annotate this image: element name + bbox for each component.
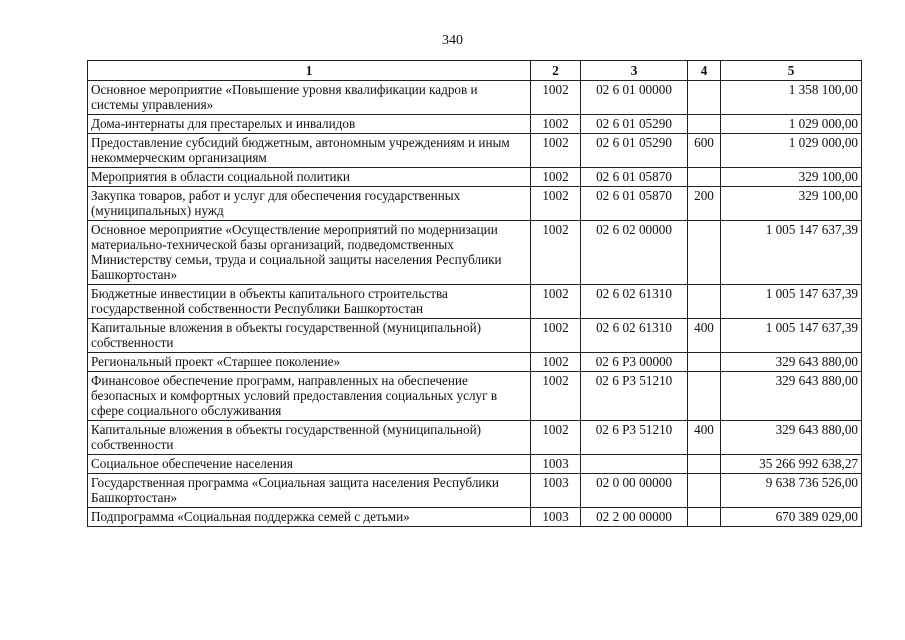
header-cell-csr: 3 bbox=[581, 61, 688, 81]
table-row bbox=[88, 285, 862, 319]
cell-name: Бюджетные инвестиции в объекты капитального строительства государственной собственности Республики Башкортостан bbox=[88, 285, 531, 319]
cell-section: 1002 bbox=[531, 319, 581, 353]
table-row bbox=[88, 474, 862, 508]
cell-vr: 400 bbox=[688, 421, 721, 455]
cell-vr bbox=[688, 474, 721, 508]
cell-name: Капитальные вложения в объекты государственной (муниципальной) собственности bbox=[88, 421, 531, 455]
cell-section: 1002 bbox=[531, 134, 581, 168]
table-row bbox=[88, 187, 862, 221]
cell-vr bbox=[688, 221, 721, 285]
cell-name: Финансовое обеспечение программ, направленных на обеспечение безопасных и комфортных условий предоставления социальных услуг в сфере социального обслуживания bbox=[88, 372, 531, 421]
cell-vr: 200 bbox=[688, 187, 721, 221]
cell-name: Основное мероприятие «Осуществление мероприятий по модернизации материально-технической базы организаций, подведомственных Министерству семьи, труда и социальной защиты населения Республики Башкортостан» bbox=[88, 221, 531, 285]
cell-csr: 02 6 02 61310 bbox=[581, 285, 688, 319]
cell-name: Капитальные вложения в объекты государственной (муниципальной) собственности bbox=[88, 319, 531, 353]
budget-table bbox=[87, 60, 862, 527]
cell-sum: 670 389 029,00 bbox=[721, 508, 862, 527]
cell-sum: 1 029 000,00 bbox=[721, 115, 862, 134]
table-row bbox=[88, 421, 862, 455]
cell-csr: 02 6 02 00000 bbox=[581, 221, 688, 285]
cell-vr bbox=[688, 508, 721, 527]
cell-csr: 02 6 P3 00000 bbox=[581, 353, 688, 372]
cell-sum: 1 005 147 637,39 bbox=[721, 285, 862, 319]
cell-sum: 1 358 100,00 bbox=[721, 81, 862, 115]
cell-name: Государственная программа «Социальная защита населения Республики Башкортостан» bbox=[88, 474, 531, 508]
cell-section: 1003 bbox=[531, 508, 581, 527]
cell-vr: 400 bbox=[688, 319, 721, 353]
cell-name: Подпрограмма «Социальная поддержка семей с детьми» bbox=[88, 508, 531, 527]
cell-section: 1002 bbox=[531, 285, 581, 319]
table-row bbox=[88, 134, 862, 168]
cell-section: 1002 bbox=[531, 168, 581, 187]
header-cell-sum: 5 bbox=[721, 61, 862, 81]
table-row bbox=[88, 508, 862, 527]
cell-sum: 9 638 736 526,00 bbox=[721, 474, 862, 508]
table-row bbox=[88, 319, 862, 353]
cell-sum: 1 029 000,00 bbox=[721, 134, 862, 168]
cell-section: 1002 bbox=[531, 187, 581, 221]
cell-vr bbox=[688, 455, 721, 474]
table-row bbox=[88, 168, 862, 187]
table-row bbox=[88, 81, 862, 115]
cell-name: Основное мероприятие «Повышение уровня квалификации кадров и системы управления» bbox=[88, 81, 531, 115]
cell-section: 1002 bbox=[531, 421, 581, 455]
cell-section: 1002 bbox=[531, 115, 581, 134]
header-cell-section: 2 bbox=[531, 61, 581, 81]
cell-csr: 02 2 00 00000 bbox=[581, 508, 688, 527]
cell-sum: 329 643 880,00 bbox=[721, 353, 862, 372]
cell-sum: 35 266 992 638,27 bbox=[721, 455, 862, 474]
header-cell-vr: 4 bbox=[688, 61, 721, 81]
cell-name: Закупка товаров, работ и услуг для обеспечения государственных (муниципальных) нужд bbox=[88, 187, 531, 221]
cell-name: Предоставление субсидий бюджетным, автономным учреждениям и иным некоммерческим организациям bbox=[88, 134, 531, 168]
cell-vr bbox=[688, 372, 721, 421]
cell-csr: 02 6 P3 51210 bbox=[581, 421, 688, 455]
cell-vr bbox=[688, 168, 721, 187]
header-row bbox=[88, 61, 862, 81]
table-row bbox=[88, 455, 862, 474]
cell-section: 1002 bbox=[531, 353, 581, 372]
cell-sum: 329 100,00 bbox=[721, 168, 862, 187]
table-row bbox=[88, 372, 862, 421]
cell-csr: 02 6 01 05290 bbox=[581, 115, 688, 134]
cell-sum: 329 643 880,00 bbox=[721, 421, 862, 455]
cell-sum: 1 005 147 637,39 bbox=[721, 319, 862, 353]
cell-csr: 02 6 01 00000 bbox=[581, 81, 688, 115]
cell-section: 1003 bbox=[531, 474, 581, 508]
cell-section: 1002 bbox=[531, 372, 581, 421]
cell-vr bbox=[688, 353, 721, 372]
cell-vr bbox=[688, 115, 721, 134]
cell-csr: 02 6 01 05290 bbox=[581, 134, 688, 168]
cell-name: Дома-интернаты для престарелых и инвалидов bbox=[88, 115, 531, 134]
cell-section: 1002 bbox=[531, 81, 581, 115]
header-cell-name: 1 bbox=[88, 61, 531, 81]
cell-section: 1002 bbox=[531, 221, 581, 285]
cell-name: Социальное обеспечение населения bbox=[88, 455, 531, 474]
cell-sum: 1 005 147 637,39 bbox=[721, 221, 862, 285]
cell-vr bbox=[688, 285, 721, 319]
cell-vr: 600 bbox=[688, 134, 721, 168]
table-row bbox=[88, 221, 862, 285]
cell-name: Региональный проект «Старшее поколение» bbox=[88, 353, 531, 372]
cell-sum: 329 643 880,00 bbox=[721, 372, 862, 421]
table-row bbox=[88, 115, 862, 134]
cell-csr: 02 6 P3 51210 bbox=[581, 372, 688, 421]
cell-vr bbox=[688, 81, 721, 115]
table-row bbox=[88, 353, 862, 372]
page-number: 340 bbox=[442, 33, 463, 48]
cell-name: Мероприятия в области социальной политики bbox=[88, 168, 531, 187]
cell-csr bbox=[581, 455, 688, 474]
cell-csr: 02 6 02 61310 bbox=[581, 319, 688, 353]
cell-csr: 02 0 00 00000 bbox=[581, 474, 688, 508]
cell-csr: 02 6 01 05870 bbox=[581, 168, 688, 187]
cell-csr: 02 6 01 05870 bbox=[581, 187, 688, 221]
cell-section: 1003 bbox=[531, 455, 581, 474]
cell-sum: 329 100,00 bbox=[721, 187, 862, 221]
